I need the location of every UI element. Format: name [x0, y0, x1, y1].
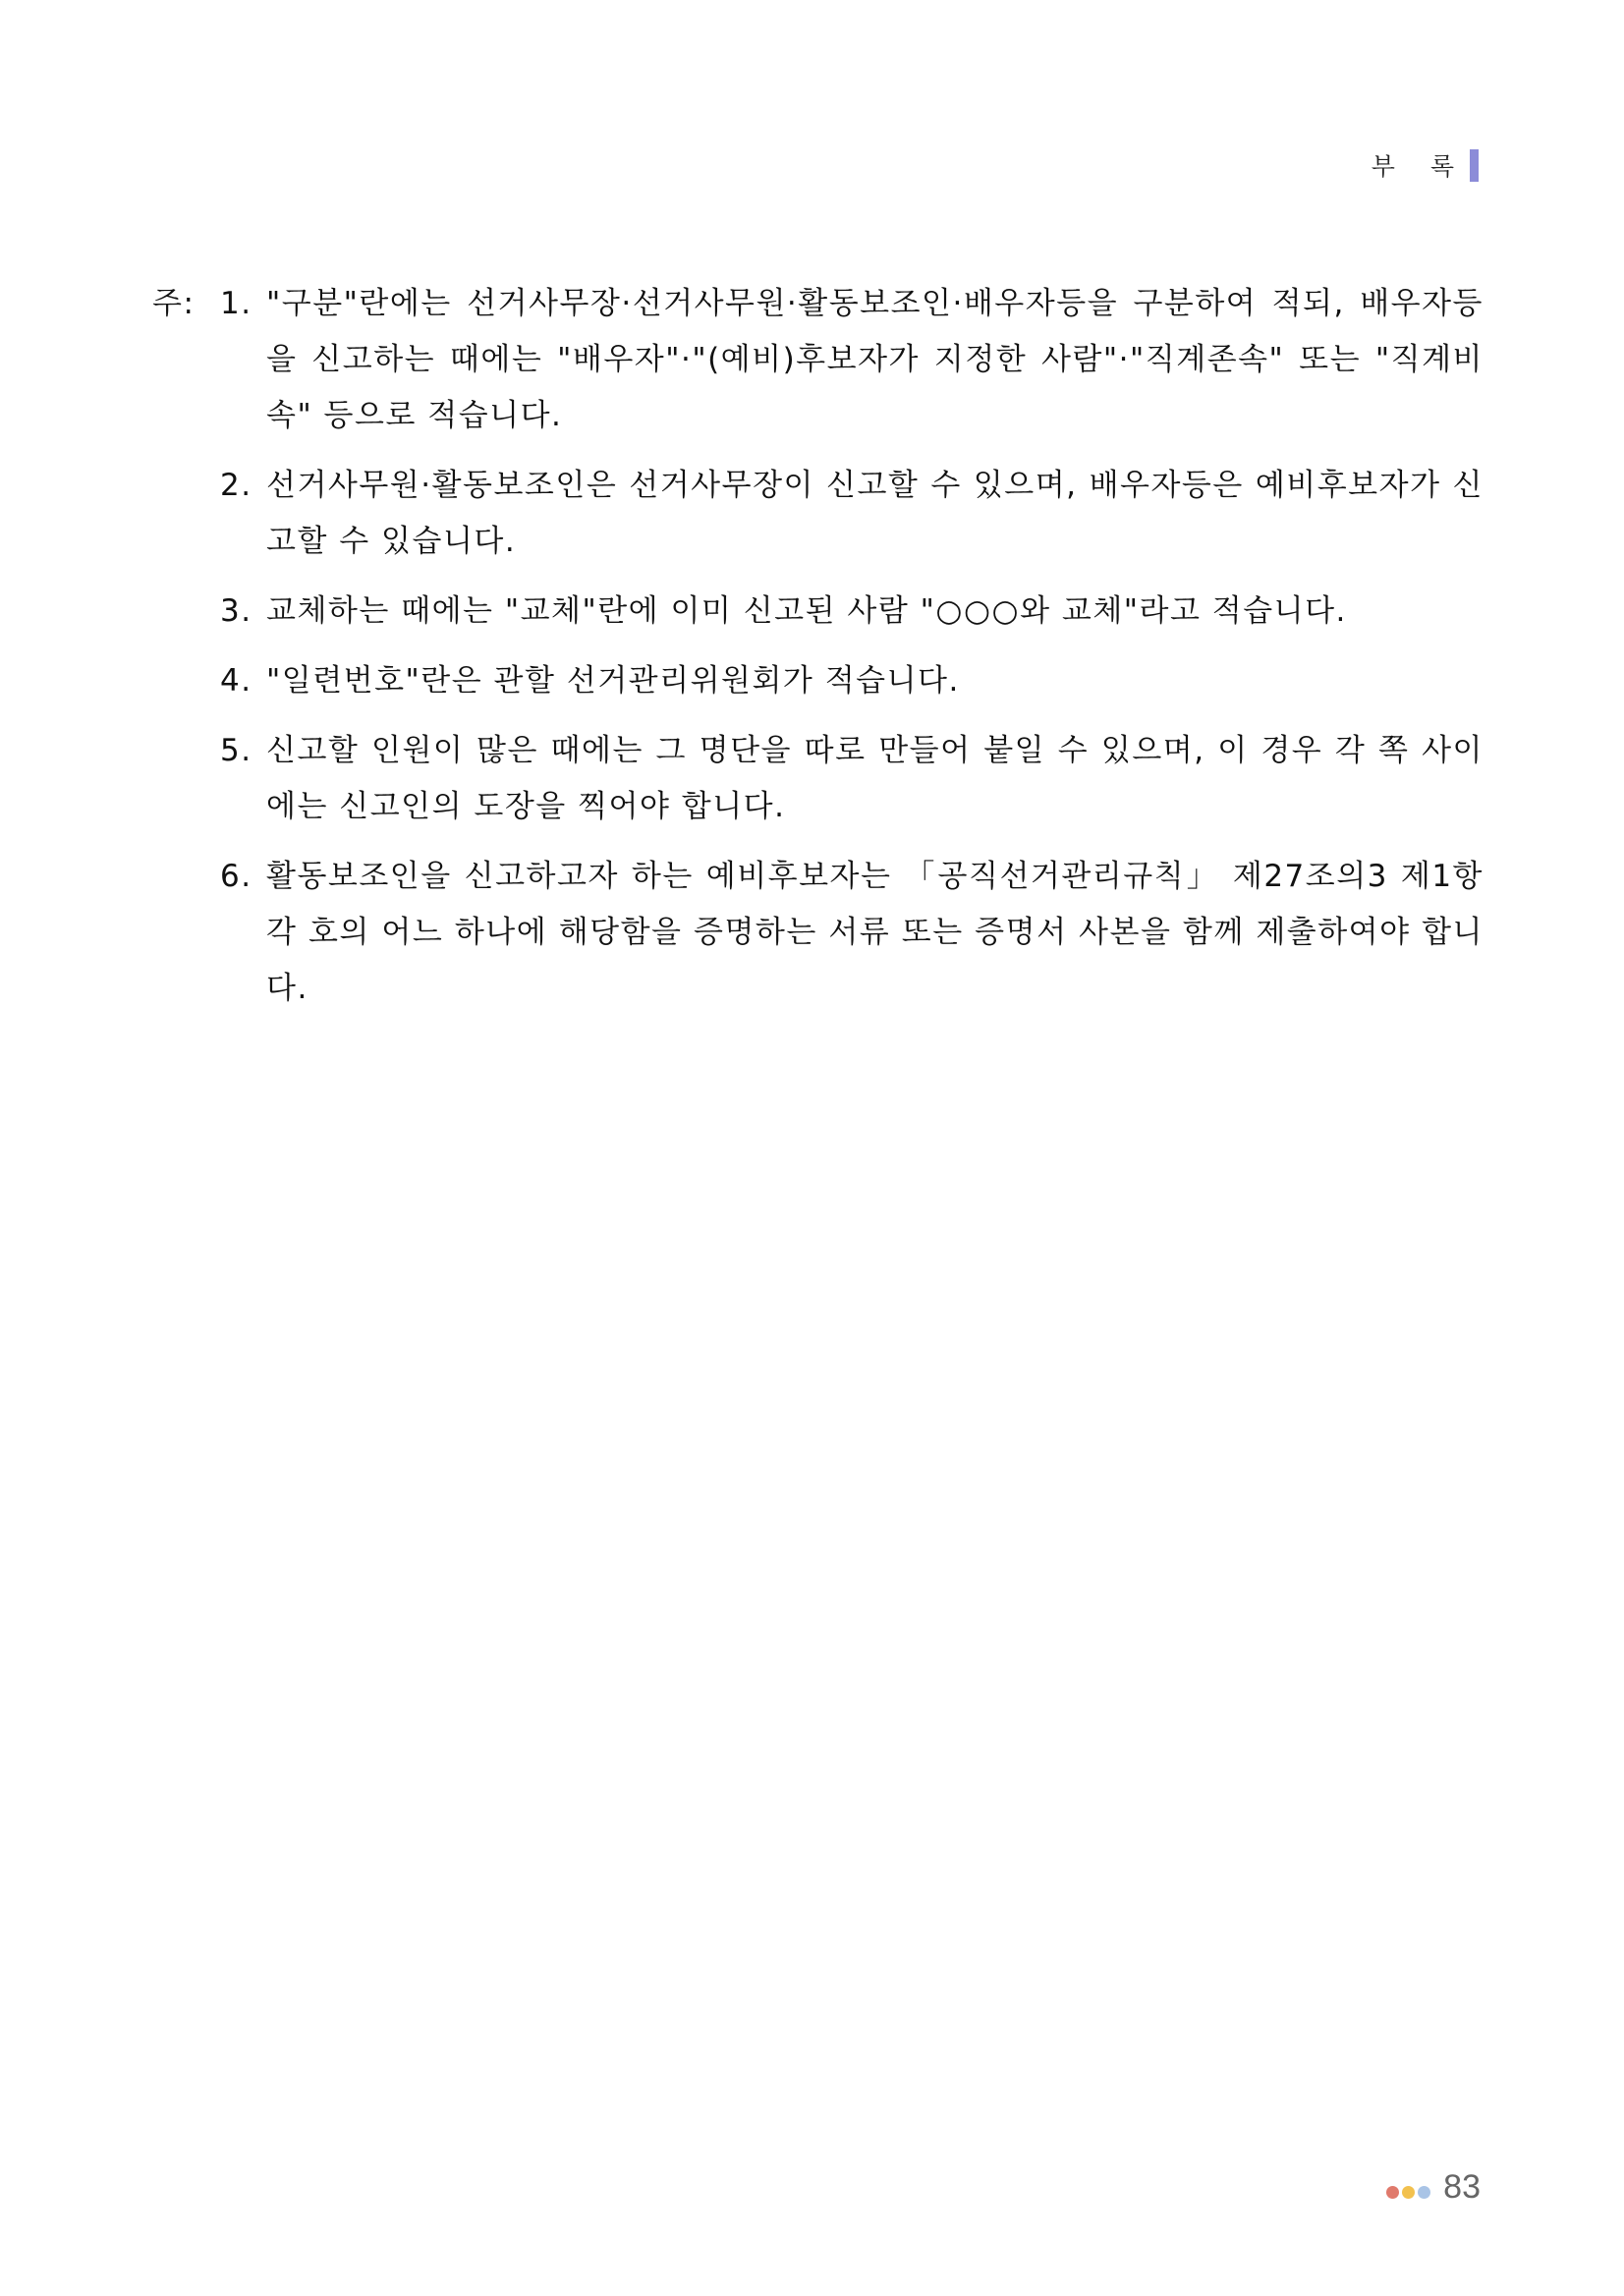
note-item: [152, 458, 1484, 570]
note-text: 선거사무원·활동보조인은 선거사무장이 신고할 수 있으며, 배우자등은 예비후보자가 신고할 수 있습니다.: [266, 468, 1484, 559]
dot-icon: [1386, 2186, 1399, 2199]
note-item: [152, 653, 1484, 709]
page-number: 83: [1443, 2168, 1481, 2206]
dot-icon: [1402, 2186, 1415, 2199]
note-item: [152, 584, 1484, 640]
note-text: 활동보조인을 신고하고자 하는 예비후보자는 「공직선거관리규칙」 제27조의3 제1항 각 호의 어느 하나에 해당함을 증명하는 서류 또는 증명서 사본을 함께 제출하여야 합니다.: [266, 859, 1484, 1006]
note-text: "일련번호"란은 관할 선거관리위원회가 적습니다.: [266, 663, 960, 699]
section-title: 부 록: [1371, 152, 1468, 181]
notes-list: [152, 276, 1484, 1031]
decorative-dots-icon: [1386, 2186, 1433, 2199]
notes-label: 주:: [152, 286, 196, 321]
note-item: [152, 276, 1484, 444]
note-text: "구분"란에는 선거사무장·선거사무원·활동보조인·배우자등을 구분하여 적되, 배우자등을 신고하는 때에는 "배우자"·"(예비)후보자가 지정한 사람"·"직계존속" 또는 "직계비속" 등으로 적습니다.: [266, 286, 1484, 433]
note-number: 5.: [220, 733, 252, 768]
note-number: 6.: [220, 859, 252, 894]
note-item: [152, 849, 1484, 1017]
note-number: 3.: [220, 593, 252, 629]
page-footer: [1386, 2168, 1481, 2207]
note-number: 2.: [220, 468, 252, 503]
note-text: 신고할 인원이 많은 때에는 그 명단을 따로 만들어 붙일 수 있으며, 이 경우 각 쪽 사이에는 신고인의 도장을 찍어야 합니다.: [266, 733, 1484, 824]
page-header: [1372, 147, 1479, 183]
note-item: [152, 723, 1484, 835]
note-number: 4.: [220, 663, 252, 699]
note-number: 1.: [220, 286, 252, 321]
note-text: 교체하는 때에는 "교체"란에 이미 신고된 사람 "○○○와 교체"라고 적습니다.: [266, 593, 1347, 629]
dot-icon: [1418, 2186, 1430, 2199]
header-accent-bar: [1470, 149, 1479, 182]
